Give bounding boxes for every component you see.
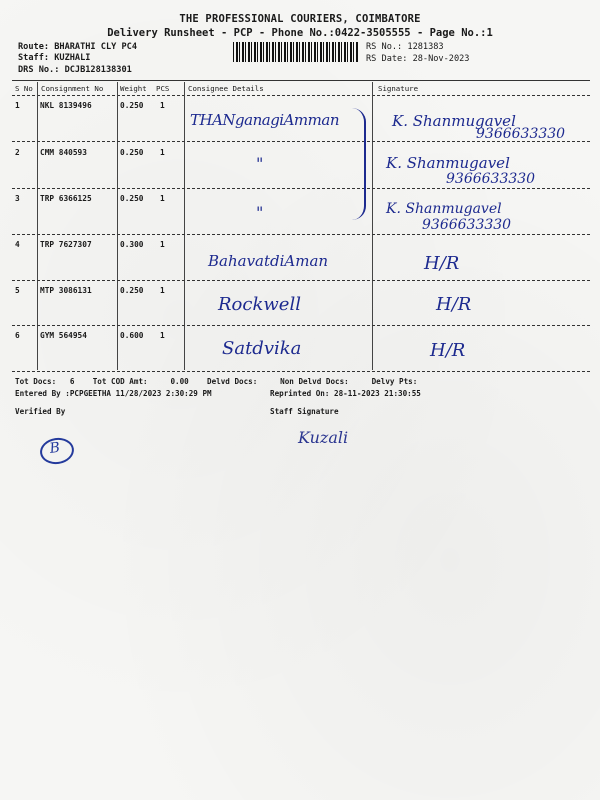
col-header-consignee: Consignee Details [188,84,264,93]
row-6-consignee: Satdvika [222,338,302,359]
col-header-consignment: Consignment No [41,84,104,93]
staff-signature-label: Staff Signature [270,407,339,416]
row-6-sno: 6 [15,331,20,340]
row-4-consignee: BahavatdiAman [208,252,329,270]
table-top-rule [12,80,590,81]
row-2-sno: 2 [15,148,20,157]
barcode-image [233,42,359,62]
runsheet-subtitle: Delivery Runsheet - PCP - Phone No.:0422-3505555 - Page No.:1 [107,27,493,39]
row-1-consignment: NKL 8139496 [40,101,92,110]
verification-stamp [38,436,75,466]
row-separator [12,234,590,235]
row-3-sno: 3 [15,194,20,203]
row-1-signature: K. Shanmugavel [392,112,516,130]
row-5-consignee: Rockwell [218,294,301,315]
row-2-signature: K. Shanmugavel [386,154,510,172]
reprinted-on: Reprinted On: 28-11-2023 21:30:55 [270,389,421,398]
row-3-consignee: " [256,203,264,222]
column-divider [372,82,373,370]
row-1-weight: 0.250 [120,101,144,110]
row-6-weight: 0.600 [120,331,144,340]
row-2-pcs: 1 [160,148,165,157]
row-4-pcs: 1 [160,240,165,249]
column-divider [184,82,185,370]
row-4-consignment: TRP 7627307 [40,240,92,249]
row-2-weight: 0.250 [120,148,144,157]
totals-line: Tot Docs: 6 Tot COD Amt: 0.00 Delvd Docs: Non Delvd Docs: Delvy Pts: [15,377,418,386]
route-label: Route: BHARATHI CLY PC4 [18,42,137,52]
col-header-pcs: PCS [156,84,170,93]
row-1-sno: 1 [15,101,20,110]
row-2-consignee: " [256,154,264,173]
ditto-brace-mark [352,108,366,220]
row-3-pcs: 1 [160,194,165,203]
staff-label: Staff: KUZHALI [18,53,91,63]
row-separator [12,188,590,189]
col-header-sno: S No [15,84,33,93]
row-4-signature: H/R [424,253,460,274]
rs-date: RS Date: 28-Nov-2023 [366,54,470,64]
row-3-phone: 9366633330 [422,217,512,233]
row-4-weight: 0.300 [120,240,144,249]
stamp-mark: B [48,439,61,457]
row-5-sno: 5 [15,286,20,295]
column-divider [37,82,38,370]
company-title: THE PROFESSIONAL COURIERS, COIMBATORE [179,13,421,25]
drs-number: DRS No.: DCJB128138301 [18,65,132,75]
row-1-phone: 9366633330 [476,126,566,142]
row-separator [12,325,590,326]
rs-number: RS No.: 1281383 [366,42,444,52]
col-header-signature: Signature [378,84,419,93]
row-3-consignment: TRP 6366125 [40,194,92,203]
table-header-rule [12,95,590,96]
row-2-consignment: CMM 840593 [40,148,87,157]
row-1-consignee: THANganagiAmman [190,111,339,129]
row-6-consignment: GYM 564954 [40,331,87,340]
row-6-pcs: 1 [160,331,165,340]
row-1-pcs: 1 [160,101,165,110]
row-6-signature: H/R [430,340,466,361]
row-4-sno: 4 [15,240,20,249]
row-separator [12,280,590,281]
row-separator [12,141,590,142]
row-3-weight: 0.250 [120,194,144,203]
row-5-weight: 0.250 [120,286,144,295]
col-header-weight: Weight [120,84,147,93]
row-3-signature: K. Shanmugavel [386,201,502,217]
column-divider [117,82,118,370]
row-2-phone: 9366633330 [446,171,536,187]
verified-by-label: Verified By [15,407,66,416]
staff-signature-scrawl: Kuzali [298,428,349,447]
row-separator [12,371,590,372]
row-5-consignment: MTP 3086131 [40,286,92,295]
entered-by: Entered By :PCPGEETHA 11/28/2023 2:30:29 PM [15,389,212,398]
row-5-signature: H/R [436,294,472,315]
row-5-pcs: 1 [160,286,165,295]
